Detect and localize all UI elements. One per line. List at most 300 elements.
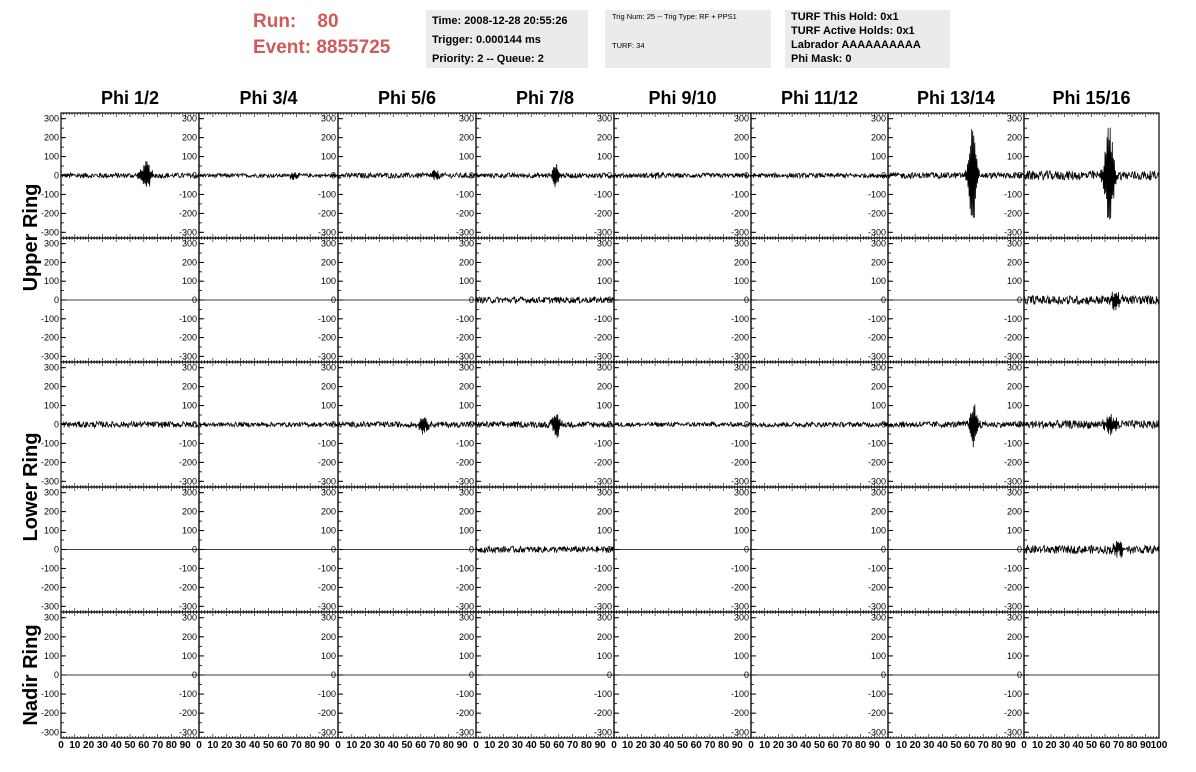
- y-tick-label: 300: [181, 113, 197, 124]
- y-tick-label: -100: [867, 438, 886, 449]
- y-tick-label: -300: [40, 227, 59, 238]
- y-tick-label: -300: [1003, 227, 1022, 238]
- y-tick-label: 200: [596, 506, 612, 517]
- phi-column-title: Phi 11/12: [780, 88, 859, 108]
- y-tick-label: -300: [317, 727, 336, 738]
- waveform-panel: [41, 238, 199, 362]
- y-tick-label: 0: [743, 544, 749, 555]
- y-tick-label: -300: [1003, 476, 1022, 487]
- y-tick-label: 100: [43, 650, 59, 661]
- y-tick-label: 200: [870, 506, 886, 517]
- y-tick-label: -100: [730, 438, 749, 449]
- waveform-panel: [731, 362, 888, 487]
- y-tick-label: 200: [320, 257, 336, 268]
- y-tick-label: -300: [867, 476, 886, 487]
- y-tick-label: -100: [593, 313, 612, 324]
- y-tick-label: 0: [191, 670, 197, 680]
- y-tick-label: 100: [43, 276, 59, 287]
- y-tick-label: 100: [596, 525, 612, 536]
- y-tick-label: 300: [181, 612, 197, 623]
- y-tick-label: 0: [880, 170, 886, 181]
- y-tick-label: 0: [191, 295, 197, 305]
- y-tick-label: 300: [596, 238, 612, 249]
- y-tick-label: 300: [870, 113, 886, 124]
- y-tick-label: -200: [40, 708, 59, 719]
- y-tick-label: 100: [320, 525, 336, 536]
- y-tick-label: 300: [596, 362, 612, 373]
- y-tick-label: 300: [733, 487, 749, 498]
- y-tick-label: -300: [593, 727, 612, 738]
- y-tick-label: -300: [593, 476, 612, 487]
- y-tick-label: 0: [880, 419, 886, 430]
- phi-column-title: Phi 5/6: [377, 88, 437, 108]
- y-tick-label: 0: [880, 295, 886, 305]
- y-tick-label: 0: [330, 670, 336, 680]
- y-tick-label: 0: [191, 170, 197, 181]
- y-tick-label: -200: [40, 582, 59, 593]
- y-tick-label: -200: [730, 457, 749, 468]
- y-tick-label: -100: [40, 689, 59, 700]
- y-tick-label: -300: [730, 476, 749, 487]
- turf-text: TURF: 34: [612, 41, 645, 50]
- waveform-panel: [179, 238, 338, 362]
- y-tick-label: 100: [870, 276, 886, 287]
- waveform-panel: [731, 612, 888, 738]
- y-tick-label: -100: [178, 689, 197, 700]
- y-tick-label: 200: [458, 381, 474, 392]
- waveform-panel: [868, 487, 1024, 612]
- y-tick-label: -200: [40, 208, 59, 219]
- y-tick-label: 100: [870, 400, 886, 411]
- y-tick-label: 300: [458, 113, 474, 124]
- waveform-panel: [41, 487, 199, 612]
- y-tick-label: -100: [455, 313, 474, 324]
- waveform-panel: [1004, 487, 1159, 612]
- y-tick-label: 300: [596, 113, 612, 124]
- waveform-panel: [456, 612, 614, 738]
- y-tick-label: 200: [43, 132, 59, 143]
- y-tick-label: -200: [317, 582, 336, 593]
- waveform-trace: [614, 172, 751, 179]
- y-tick-label: -200: [317, 208, 336, 219]
- y-tick-label: -200: [455, 582, 474, 593]
- y-tick-label: 300: [733, 113, 749, 124]
- ring-label: Nadir Ring: [20, 624, 42, 726]
- y-tick-label: 0: [1016, 544, 1022, 555]
- y-tick-label: -300: [178, 351, 197, 362]
- y-tick-label: 100: [1006, 276, 1022, 287]
- y-tick-label: 200: [596, 132, 612, 143]
- y-tick-label: -100: [317, 189, 336, 200]
- y-tick-label: 200: [181, 506, 197, 517]
- y-tick-label: 0: [191, 419, 197, 430]
- y-tick-label: -300: [178, 727, 197, 738]
- y-tick-label: 0: [468, 170, 474, 181]
- y-tick-label: 100: [733, 650, 749, 661]
- y-tick-label: 300: [1006, 487, 1022, 498]
- y-tick-label: 300: [181, 362, 197, 373]
- y-tick-label: 300: [1006, 362, 1022, 373]
- y-tick-label: 300: [320, 487, 336, 498]
- y-tick-label: 100: [1006, 151, 1022, 162]
- waveform-panel: [318, 113, 476, 238]
- y-tick-label: 0: [606, 419, 612, 430]
- y-tick-label: -200: [178, 332, 197, 343]
- y-tick-label: 100: [733, 525, 749, 536]
- y-tick-label: -100: [455, 189, 474, 200]
- y-tick-label: -300: [593, 227, 612, 238]
- y-tick-label: 0: [468, 295, 474, 305]
- y-tick-label: 100: [1006, 400, 1022, 411]
- y-tick-label: 300: [458, 238, 474, 249]
- y-tick-label: 200: [320, 132, 336, 143]
- y-tick-label: 100: [870, 151, 886, 162]
- y-tick-label: 200: [1006, 506, 1022, 517]
- y-tick-label: -300: [455, 601, 474, 612]
- y-tick-label: 200: [458, 631, 474, 642]
- y-tick-label: 0: [53, 419, 59, 430]
- y-tick-label: 100: [458, 151, 474, 162]
- y-tick-label: -200: [317, 332, 336, 343]
- y-tick-label: -200: [1003, 457, 1022, 468]
- y-tick-label: -300: [317, 601, 336, 612]
- run-label: Run:: [253, 11, 297, 32]
- y-tick-label: 200: [43, 506, 59, 517]
- y-tick-label: -200: [730, 332, 749, 343]
- waveform-panel: [179, 362, 338, 487]
- waveform-trace: [338, 417, 476, 434]
- y-tick-label: 100: [43, 151, 59, 162]
- waveform-trace: [614, 422, 751, 426]
- y-tick-label: -100: [317, 313, 336, 324]
- y-tick-label: -200: [593, 332, 612, 343]
- y-tick-label: -300: [317, 227, 336, 238]
- y-tick-label: 300: [43, 113, 59, 124]
- y-tick-label: 300: [1006, 238, 1022, 249]
- y-tick-label: 200: [320, 381, 336, 392]
- y-tick-label: 0: [330, 419, 336, 430]
- y-tick-label: 200: [181, 132, 197, 143]
- y-tick-label: 300: [870, 487, 886, 498]
- waveform-panel: [868, 113, 1024, 238]
- y-tick-label: 200: [596, 631, 612, 642]
- y-tick-label: -300: [593, 601, 612, 612]
- y-tick-label: -200: [593, 457, 612, 468]
- y-tick-label: 0: [468, 670, 474, 680]
- y-tick-label: -200: [867, 582, 886, 593]
- y-tick-label: 0: [53, 544, 59, 555]
- y-tick-label: 200: [870, 132, 886, 143]
- waveform-trace: [1024, 414, 1159, 436]
- y-tick-label: -200: [455, 332, 474, 343]
- y-tick-label: 300: [458, 612, 474, 623]
- y-tick-label: 0: [330, 295, 336, 305]
- y-tick-label: -100: [730, 563, 749, 574]
- y-tick-label: 100: [870, 525, 886, 536]
- y-tick-label: -300: [317, 476, 336, 487]
- waveform-panel: [1004, 238, 1159, 362]
- y-tick-label: -200: [867, 208, 886, 219]
- y-tick-label: 0: [1016, 170, 1022, 181]
- y-tick-label: 200: [870, 381, 886, 392]
- y-tick-label: 100: [320, 650, 336, 661]
- waveform-panel: [41, 362, 199, 487]
- turf-this-hold-text: TURF This Hold: 0x1: [791, 11, 899, 23]
- y-tick-label: -200: [730, 208, 749, 219]
- y-tick-label: -300: [867, 351, 886, 362]
- y-tick-label: -100: [593, 563, 612, 574]
- y-tick-label: 0: [468, 419, 474, 430]
- y-tick-label: -200: [178, 457, 197, 468]
- waveform-panel: [868, 362, 1024, 487]
- y-tick-label: 300: [596, 487, 612, 498]
- y-tick-label: 0: [880, 544, 886, 555]
- y-tick-label: -100: [40, 189, 59, 200]
- y-tick-label: -100: [730, 689, 749, 700]
- y-tick-label: 200: [870, 257, 886, 268]
- y-tick-label: 0: [468, 544, 474, 555]
- y-tick-label: 100: [181, 276, 197, 287]
- y-tick-label: 100: [320, 276, 336, 287]
- y-tick-label: 0: [743, 295, 749, 305]
- y-tick-label: -100: [40, 313, 59, 324]
- y-tick-label: 100: [43, 525, 59, 536]
- y-tick-label: 100: [596, 650, 612, 661]
- waveform-panel: [594, 113, 751, 238]
- y-tick-label: -100: [730, 313, 749, 324]
- waveform-panel: [594, 612, 751, 738]
- y-tick-label: 200: [596, 257, 612, 268]
- y-tick-label: 200: [181, 257, 197, 268]
- y-tick-label: -200: [455, 708, 474, 719]
- waveform-trace: [1024, 541, 1159, 558]
- y-tick-label: -100: [178, 189, 197, 200]
- y-tick-label: -300: [455, 476, 474, 487]
- y-tick-label: 200: [43, 257, 59, 268]
- y-tick-label: -100: [593, 689, 612, 700]
- y-tick-label: -100: [1003, 189, 1022, 200]
- y-tick-label: -100: [455, 438, 474, 449]
- y-tick-label: 200: [596, 381, 612, 392]
- phi-column-title: Phi 3/4: [239, 88, 298, 108]
- y-tick-label: -200: [730, 708, 749, 719]
- y-tick-label: 100: [596, 276, 612, 287]
- waveform-panel: [456, 113, 614, 238]
- y-tick-label: -200: [178, 582, 197, 593]
- ring-label: Lower Ring: [20, 432, 42, 542]
- y-tick-label: 0: [53, 170, 59, 181]
- y-tick-label: 0: [743, 670, 749, 680]
- y-tick-label: -100: [178, 438, 197, 449]
- y-tick-label: -100: [40, 563, 59, 574]
- y-tick-label: -200: [1003, 582, 1022, 593]
- y-tick-label: -300: [730, 727, 749, 738]
- y-tick-label: -300: [40, 351, 59, 362]
- y-tick-label: -100: [317, 689, 336, 700]
- y-tick-label: 100: [458, 525, 474, 536]
- y-tick-label: 200: [181, 631, 197, 642]
- y-tick-label: 300: [733, 362, 749, 373]
- y-tick-label: -300: [730, 227, 749, 238]
- y-tick-label: 100: [458, 400, 474, 411]
- phi-column-title: Phi 9/10: [648, 88, 717, 108]
- y-tick-label: 100: [320, 151, 336, 162]
- waveform-trace: [199, 172, 338, 180]
- y-tick-label: 300: [181, 487, 197, 498]
- waveform-trace: [476, 414, 614, 438]
- y-tick-label: -100: [317, 438, 336, 449]
- y-tick-label: 100: [1006, 525, 1022, 536]
- y-tick-label: 100: [596, 400, 612, 411]
- y-tick-label: 100: [320, 400, 336, 411]
- phi-mask-text: Phi Mask: 0: [791, 53, 852, 65]
- y-tick-label: -100: [593, 438, 612, 449]
- y-tick-label: 200: [320, 506, 336, 517]
- y-tick-label: -300: [867, 227, 886, 238]
- trigger-text: Trigger: 0.000144 ms: [432, 34, 541, 46]
- y-tick-label: -200: [730, 582, 749, 593]
- y-tick-label: 0: [606, 170, 612, 181]
- y-tick-label: 300: [320, 612, 336, 623]
- y-tick-label: 0: [606, 670, 612, 680]
- y-tick-label: -100: [178, 313, 197, 324]
- phi-column-title: Phi 13/14: [916, 88, 996, 108]
- waveform-panel: [179, 113, 338, 238]
- run-value: 80: [317, 11, 339, 32]
- y-tick-label: 0: [53, 295, 59, 305]
- y-tick-label: -300: [455, 351, 474, 362]
- y-tick-label: -200: [455, 457, 474, 468]
- y-tick-label: 200: [458, 506, 474, 517]
- event-label: Event:: [253, 37, 312, 58]
- y-tick-label: -200: [40, 332, 59, 343]
- y-tick-label: 200: [733, 132, 749, 143]
- y-tick-label: -100: [455, 563, 474, 574]
- y-tick-label: -300: [455, 727, 474, 738]
- y-tick-label: -300: [867, 601, 886, 612]
- time-text: Time: 2008-12-28 20:55:26: [432, 15, 568, 27]
- y-tick-label: 200: [43, 381, 59, 392]
- phi-column-title: Phi 1/2: [100, 88, 160, 108]
- waveform-trace: [61, 161, 199, 187]
- waveform-panel: [731, 113, 888, 238]
- y-tick-label: -200: [593, 708, 612, 719]
- y-tick-label: 300: [43, 238, 59, 249]
- labrador-text: Labrador AAAAAAAAAA: [791, 39, 921, 51]
- y-tick-label: -300: [40, 476, 59, 487]
- waveform-trace: [476, 546, 614, 552]
- y-tick-label: 0: [330, 170, 336, 181]
- waveform-panel: [456, 238, 614, 362]
- y-tick-label: -200: [455, 208, 474, 219]
- waveform-panel: [179, 612, 338, 738]
- y-tick-label: 200: [1006, 381, 1022, 392]
- y-tick-label: -100: [867, 313, 886, 324]
- y-tick-label: 300: [733, 238, 749, 249]
- waveform-trace: [476, 297, 614, 303]
- y-tick-label: -300: [178, 227, 197, 238]
- y-tick-label: -100: [178, 563, 197, 574]
- waveform-trace: [1024, 128, 1159, 220]
- y-tick-label: -300: [593, 351, 612, 362]
- ring-label: Upper Ring: [20, 183, 42, 292]
- y-tick-label: 300: [43, 487, 59, 498]
- waveform-trace: [751, 173, 888, 178]
- y-tick-label: 200: [1006, 257, 1022, 268]
- y-tick-label: -300: [455, 227, 474, 238]
- y-tick-label: 300: [43, 362, 59, 373]
- y-tick-label: 0: [1016, 295, 1022, 305]
- waveform-trace: [61, 419, 199, 430]
- waveform-panel: [456, 362, 614, 487]
- y-tick-label: -100: [730, 189, 749, 200]
- y-tick-label: -100: [1003, 563, 1022, 574]
- y-tick-label: 100: [181, 400, 197, 411]
- phi-column-title: Phi 7/8: [515, 88, 575, 108]
- y-tick-label: -300: [317, 351, 336, 362]
- y-tick-label: 100: [733, 276, 749, 287]
- waveform-panel: [594, 362, 751, 487]
- y-tick-label: -100: [867, 189, 886, 200]
- y-tick-label: -200: [1003, 208, 1022, 219]
- y-tick-label: 100: [181, 650, 197, 661]
- waveform-trace: [338, 170, 476, 180]
- y-tick-label: 300: [870, 362, 886, 373]
- y-tick-label: -300: [730, 351, 749, 362]
- y-tick-label: -100: [1003, 438, 1022, 449]
- y-tick-label: -100: [593, 189, 612, 200]
- y-tick-label: -100: [867, 563, 886, 574]
- y-tick-label: -200: [317, 708, 336, 719]
- waveform-panel: [594, 487, 751, 612]
- y-tick-label: 0: [191, 544, 197, 555]
- y-tick-label: -200: [317, 457, 336, 468]
- y-tick-label: 100: [458, 276, 474, 287]
- y-tick-label: -300: [178, 601, 197, 612]
- y-tick-label: 200: [458, 132, 474, 143]
- waveform-panel: [41, 612, 199, 738]
- y-tick-label: 200: [733, 631, 749, 642]
- y-tick-label: -200: [1003, 332, 1022, 343]
- y-tick-label: 0: [53, 670, 59, 680]
- y-tick-label: 0: [330, 544, 336, 555]
- y-tick-label: 200: [733, 257, 749, 268]
- y-tick-label: 300: [458, 362, 474, 373]
- y-tick-label: -100: [317, 563, 336, 574]
- waveform-trace: [1024, 292, 1159, 311]
- y-tick-label: 200: [1006, 132, 1022, 143]
- y-tick-label: 300: [1006, 113, 1022, 124]
- y-tick-label: 0: [1016, 419, 1022, 430]
- y-tick-label: 200: [181, 381, 197, 392]
- y-tick-label: 300: [596, 612, 612, 623]
- waveform-panel: [456, 487, 614, 612]
- y-tick-label: 100: [43, 400, 59, 411]
- waveform-panel: [594, 238, 751, 362]
- y-tick-label: 300: [320, 238, 336, 249]
- waveform-panel: [41, 113, 199, 238]
- waveform-panel: [318, 362, 476, 487]
- y-tick-label: 300: [43, 612, 59, 623]
- y-tick-label: 300: [458, 487, 474, 498]
- waveform-trace: [199, 422, 338, 427]
- y-tick-label: 300: [181, 238, 197, 249]
- y-tick-label: 0: [606, 544, 612, 555]
- y-tick-label: 300: [320, 362, 336, 373]
- y-tick-label: 200: [733, 381, 749, 392]
- y-tick-label: -300: [40, 601, 59, 612]
- y-tick-label: -100: [1003, 313, 1022, 324]
